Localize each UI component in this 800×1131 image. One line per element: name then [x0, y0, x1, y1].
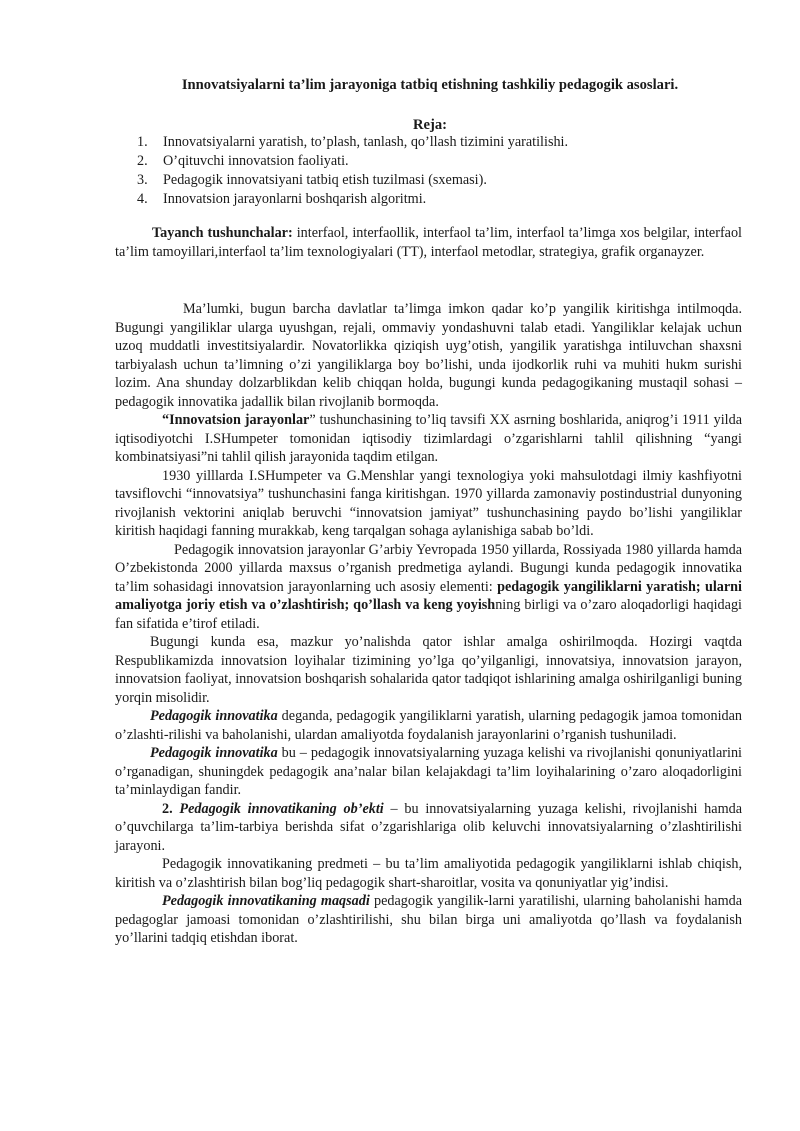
plan-item-text: Innovatsiyalarni yaratish, to’plash, tanlash, qo’llash tizimini yaratilishi.	[163, 134, 569, 150]
paragraph-10-term: Pedagogik innovatikaning maqsadi	[162, 893, 370, 909]
paragraph-4-bold: pedagogik yangiliklarni yaratish; ularni amaliyotga joriy etish va o’zlashtirish; qo’llash va keng yoyish	[115, 578, 742, 613]
paragraph-3: 1930 yilllarda I.SHumpeter va G.Menshlar yangi texnologiya yoki mahsulotdagi ilmiy kashfiyotni tavsiflovchi “innovatsiya” tushunchasini fanga kiritishgan. 1970 yillarda zamonaviy postindustrial dunyoning rivojlanish vektorini aniqlab beruvchi “innovatsion jamiyat” tushunchasining paydo bo’lishi yangiliklar kiritish haqidagi fanning murakkab, keng tarqalgan sohaga aylanishiga sabab bo’ldi.	[115, 467, 742, 539]
paragraph-10-text: pedagogik yangilik-larni yaratilishi, ularning baholanishi hamda pedagoglar jamoasi tomonidan o’zlashtirilishi, shu bilan birga uni amaliyotda qo’llash va foydalanish yo’llarini tadqiq etishdan iborat.	[115, 893, 743, 946]
key-concepts-label: Tayanch tushunchalar:	[152, 225, 293, 241]
plan-item	[137, 152, 757, 171]
paragraph-2-bold: “Innovatsion jarayonlar	[162, 412, 310, 428]
paragraph-6-text: deganda, pedagogik yangiliklarni yaratish, ularning pedagogik jamoa tomonidan o’zlashti-rilishi va baholanishi, ulardan amaliyotda foydalanish jarayonlarini o’rganish tushuniladi.	[115, 708, 742, 743]
key-concepts-paragraph	[115, 224, 742, 261]
paragraph-4-text-1: Pedagogik innovatsion jarayonlar G’arbiy Yevropada 1950 yillarda, Rossiyada 1980 yillarda hamda O’zbekistonda 2000 yillarda maxsus o’rganish predmetiga aylandi. Bugungi kunda pedagogik innovatika ta’lim sohasidagi innovatsion jarayonlarning uch asosiy elementi:	[115, 541, 742, 595]
plan-item-text: Pedagogik innovatsiyani tatbiq etish tuzilmasi (sxemasi).	[163, 172, 487, 188]
plan-item-text: Innovatsion jarayonlarni boshqarish algoritmi.	[163, 191, 427, 207]
paragraph-9: Pedagogik innovatikaning predmeti – bu ta’lim amaliyotida pedagogik yangiliklarni ishlab chiqish, kiritish va o’zlashtirish bilan bog’liq pedagogik shart-sharoitlar, vosita va qonuniyatlar yig’indisi.	[115, 856, 742, 891]
paragraph-7-text: bu – pedagogik innovatsiyalarning yuzaga kelishi va rivojlanishi qonuniyatlarini o’rganadigan, shuningdek pedagogik ana’nalar bilan kelajakdagi ta’lim loyihalarining o’zaro aloqadorligini ta’minlaydigan fandir.	[115, 745, 742, 798]
paragraph-7	[115, 744, 742, 800]
plan-item-number: 1.	[137, 134, 148, 150]
document-title: Innovatsiyalarni ta’lim jarayoniga tatbiq etishning tashkiliy pedagogik asoslari.	[181, 77, 679, 93]
paragraph-10	[115, 892, 742, 948]
paragraph-5: Bugungi kunda esa, mazkur yo’nalishda qator ishlar amalga oshirilmoqda. Hozirgi vaqtda Respublikamizda innovatsion loyihalar tizimining yo’lga qo’yilganligi, innovatsiya, innovatsion jarayon, innovatsion faoliyat, innovatsion boshqarish sohalarida qator tadqiqot ishlarining amalga oshirilganligi buning yorqin misolidir.	[115, 634, 742, 706]
paragraph-8-number: 2.	[162, 800, 180, 817]
paragraph-6	[115, 707, 742, 744]
plan-item	[137, 190, 757, 209]
paragraph-4-text-2: ning birligi va o’zaro aloqadorligi haqidagi fan sifatida e’tirof etiladi.	[115, 597, 742, 632]
plan-item-text: O’qituvchi innovatsion faoliyati.	[163, 153, 349, 169]
paragraph-8	[115, 800, 742, 856]
paragraph-1: Ma’lumki, bugun barcha davlatlar ta’limga imkon qadar ko’p yangilik kiritishga intilmoqda. Bugungi yangiliklar ularga uyushgan, rejali, ommaviy yondashuvni talab etadi. Yangiliklar kelajak uchun uzoq muddatli investitsiyalardir. Novatorlikka qiziqish uyg’otish, yangilik yaratishga intiluvchan shaxsni tarbiyalash uchun ta’limning o’zi yangiliklarga boy bo’lishi, unda ijodkorlik ruhi va muhiti hukm surishi lozim. Ana shunday dolzarblikdan kelib chiqqan holda, bugungi kunda pedagogikaning mustaqil sohasi – pedagogik innovatika jadallik bilan rivojlanib bormoqda.	[115, 301, 742, 410]
plan-item-number: 3.	[137, 172, 148, 188]
plan-list	[137, 133, 757, 209]
key-concepts-text: interfaol, interfaollik, interfaol ta’lim, interfaol ta’limga xos belgilar, interfaol ta’lim tamoyillari,interfaol ta’lim texnologiyalari (TT), interfaol metodlar, strategiya, grafik organayzer.	[115, 225, 742, 260]
plan-item-number: 4.	[137, 191, 148, 207]
plan-item	[137, 133, 757, 152]
paragraph-7-term: Pedagogik innovatika	[150, 745, 278, 761]
paragraph-2-text: ” tushunchasining to’liq tavsifi XX asrning boshlarida, aniqrog’i 1911 yilda iqtisodiyotchi I.SHumpeter tomonidan iqtisodiy tizimlardagi o’zgarishlarni tahlil qilishning “yangi kombinatsiyasi”ni tahlil qilish jarayonida taqdim etilgan.	[115, 412, 742, 465]
paragraph-4	[115, 541, 742, 634]
paragraph-2	[115, 411, 742, 467]
plan-item	[137, 171, 757, 190]
paragraph-6-term: Pedagogik innovatika	[150, 708, 278, 724]
paragraph-8-text: – bu innovatsiyalarning yuzaga kelishi, rivojlanishi hamda o’quvchilarga ta’lim-tarbiya berishda sifat o’zgarishlariga olib keluvchi innovatsiyalarning o’zlashtirilishi jarayoni.	[115, 800, 743, 854]
paragraph-8-term: Pedagogik innovatikaning ob’ekti	[179, 800, 384, 817]
plan-heading: Reja:	[412, 117, 448, 133]
plan-item-number: 2.	[137, 153, 148, 169]
main-text	[115, 300, 742, 948]
